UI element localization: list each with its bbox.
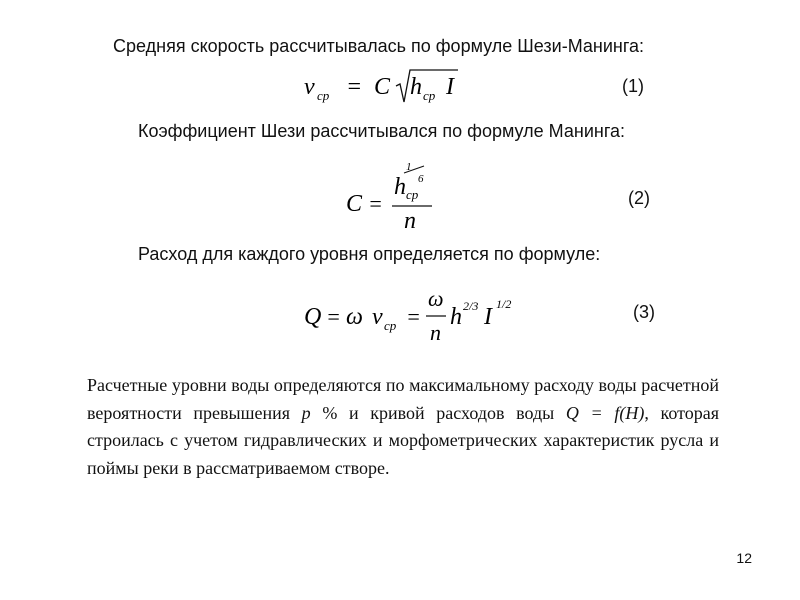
- equation-number-1: (1): [622, 76, 644, 96]
- heading-average-velocity: Средняя скорость рассчитывалась по формуле Шези-Манинга:: [113, 36, 645, 56]
- eq3-I-exponent: 1/2: [496, 297, 512, 311]
- eq2-exp-denominator: 6: [418, 173, 424, 185]
- formula-2: [340, 156, 450, 236]
- eq2-n: n: [404, 208, 416, 234]
- heading-chezy-coefficient: Коэффициент Шези рассчитывался по формуле Манинга:: [138, 121, 626, 141]
- paragraph-part-1: Расчетные уровни воды определяются по максимальному расходу воды расчетной вероятности превышения: [87, 375, 719, 423]
- eq2-C: C: [346, 191, 363, 217]
- eq3-v: v: [372, 304, 383, 330]
- eq3-h: h: [450, 304, 462, 330]
- body-paragraph: [87, 372, 719, 482]
- paragraph-part-3: , которая строилась с учетом гидравлических и морфометрических характеристик русла и поймы реки в рассматриваемом створе.: [87, 402, 719, 478]
- eq3-fraction-numerator: ω: [428, 286, 444, 311]
- eq1-equals: =: [346, 74, 363, 100]
- eq1-v-subscript: ср: [317, 88, 330, 103]
- paragraph-q-function: Q = f(H): [565, 402, 645, 423]
- eq3-omega: ω: [346, 304, 363, 330]
- equation-number-3: (3): [633, 302, 655, 322]
- eq2-exp-numerator: 1: [406, 161, 412, 173]
- paragraph-p-variable: р: [301, 402, 311, 423]
- eq3-equals-2: =: [406, 304, 421, 329]
- formula-3: [300, 286, 540, 348]
- page-number: 12: [736, 550, 752, 566]
- formula-1: [296, 64, 476, 108]
- eq3-h-exponent: 2/3: [463, 299, 479, 313]
- heading-discharge: Расход для каждого уровня определяется по формуле:: [138, 244, 601, 264]
- eq1-I: I: [446, 74, 454, 100]
- eq1-v: v: [304, 74, 315, 100]
- eq2-h-subscript: ср: [406, 187, 419, 202]
- eq1-C: C: [374, 74, 391, 100]
- eq1-h: h: [410, 74, 422, 100]
- eq3-I: I: [484, 304, 492, 330]
- eq2-h: h: [394, 174, 406, 200]
- eq3-equals-1: =: [326, 304, 341, 329]
- eq2-equals: =: [368, 191, 383, 216]
- eq1-h-subscript: ср: [423, 88, 436, 103]
- eq3-v-subscript: ср: [384, 318, 397, 333]
- equation-number-2: (2): [628, 188, 650, 208]
- eq3-fraction-denominator: n: [430, 320, 441, 345]
- eq3-Q: Q: [304, 304, 322, 330]
- paragraph-part-2: % и кривой расходов воды: [310, 402, 566, 423]
